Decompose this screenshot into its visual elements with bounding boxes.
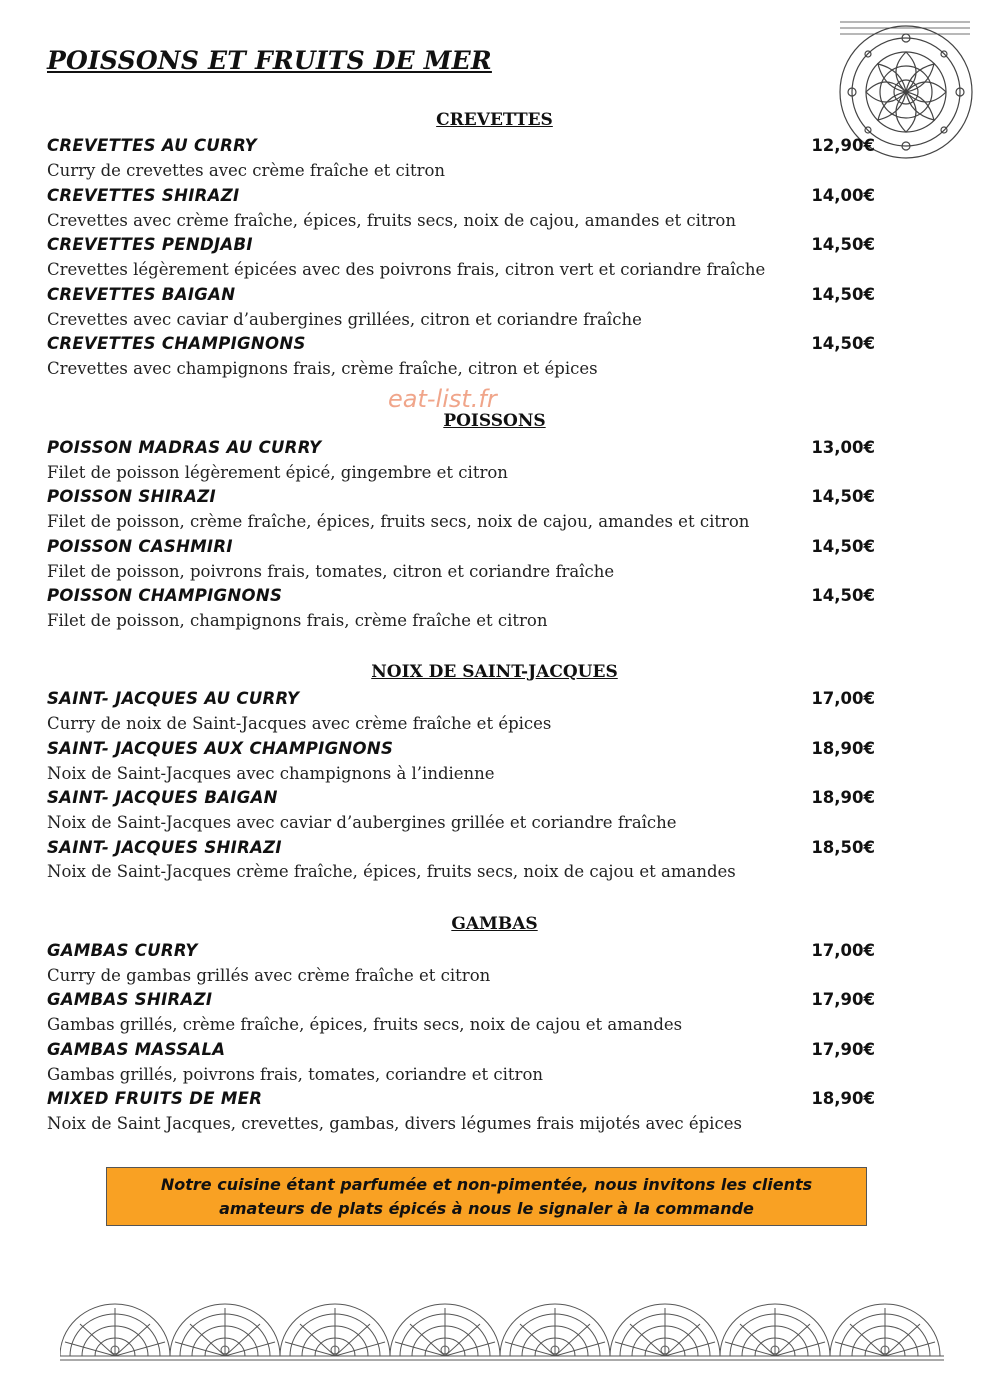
dish-name: SAINT- JACQUES AU CURRY [47,689,300,708]
dish-description: Curry de gambas grillés avec crème fraîche et citron [47,966,491,985]
dish-name: SAINT- JACQUES SHIRAZI [47,838,282,857]
dish-name: GAMBAS SHIRAZI [47,990,213,1009]
dish-price: 17,90€ [811,990,875,1009]
dish-price: 12,90€ [811,136,875,155]
dish-price: 14,50€ [811,285,875,304]
dish-description: Curry de crevettes avec crème fraîche et citron [47,161,446,180]
dish-price: 18,90€ [811,739,875,758]
dish-name: CREVETTES AU CURRY [47,136,257,155]
dish-price: 14,50€ [811,235,875,254]
dish-description: Crevettes avec champignons frais, crème fraîche, citron et épices [47,359,598,378]
spice-notice-box [106,1167,867,1226]
dish-price: 14,50€ [811,537,875,556]
dish-name: POISSON CASHMIRI [47,537,233,556]
section-heading-gambas: GAMBAS [451,914,538,934]
section-heading-poissons: POISSONS [443,411,546,431]
dish-description: Filet de poisson, crème fraîche, épices, fruits secs, noix de cajou, amandes et citron [47,512,750,531]
dish-name: GAMBAS MASSALA [47,1040,226,1059]
dish-description: Noix de Saint-Jacques crème fraîche, épices, fruits secs, noix de cajou et amandes [47,862,736,881]
section-heading-saint-jacques: NOIX DE SAINT-JACQUES [371,662,618,682]
dish-name: MIXED FRUITS DE MER [47,1089,263,1108]
dish-price: 14,50€ [811,334,875,353]
watermark: eat-list.fr [388,385,497,413]
dish-description: Noix de Saint-Jacques avec champignons à l’indienne [47,764,495,783]
dish-description: Filet de poisson, champignons frais, crème fraîche et citron [47,611,548,630]
dish-price: 13,00€ [811,438,875,457]
dish-name: CREVETTES CHAMPIGNONS [47,334,306,353]
dish-name: POISSON SHIRAZI [47,487,216,506]
dish-description: Noix de Saint Jacques, crevettes, gambas, divers légumes frais mijotés avec épices [47,1114,742,1133]
dish-name: POISSON MADRAS AU CURRY [47,438,322,457]
dish-description: Noix de Saint-Jacques avec caviar d’aubergines grillée et coriandre fraîche [47,813,677,832]
dish-price: 17,00€ [811,689,875,708]
dish-price: 14,50€ [811,586,875,605]
page-title: POISSONS ET FRUITS DE MER [47,46,492,75]
dish-price: 14,50€ [811,487,875,506]
dish-price: 14,00€ [811,186,875,205]
dish-name: SAINT- JACQUES AUX CHAMPIGNONS [47,739,394,758]
dish-price: 18,90€ [811,1089,875,1108]
dish-description: Crevettes avec caviar d’aubergines grillées, citron et coriandre fraîche [47,310,642,329]
dish-description: Filet de poisson légèrement épicé, gingembre et citron [47,463,508,482]
dish-name: GAMBAS CURRY [47,941,198,960]
notice-line: Notre cuisine étant parfumée et non-pimentée, nous invitons les clients [160,1174,813,1194]
dish-price: 18,50€ [811,838,875,857]
notice-line: amateurs de plats épicés à nous le signaler à la commande [219,1198,754,1218]
dish-description: Gambas grillés, crème fraîche, épices, fruits secs, noix de cajou et amandes [47,1015,683,1034]
section-heading-crevettes: CREVETTES [436,110,553,130]
dish-description: Crevettes avec crème fraîche, épices, fruits secs, noix de cajou, amandes et citron [47,211,736,230]
dish-name: SAINT- JACQUES BAIGAN [47,788,278,807]
dish-name: CREVETTES BAIGAN [47,285,236,304]
dish-name: CREVETTES PENDJABI [47,235,253,254]
dish-price: 17,90€ [811,1040,875,1059]
dish-description: Curry de noix de Saint-Jacques avec crème fraîche et épices [47,714,552,733]
dish-description: Crevettes légèrement épicées avec des poivrons frais, citron vert et coriandre fraîche [47,260,766,279]
dish-name: CREVETTES SHIRAZI [47,186,240,205]
dish-description: Filet de poisson, poivrons frais, tomates, citron et coriandre fraîche [47,562,615,581]
dish-price: 17,00€ [811,941,875,960]
dish-description: Gambas grillés, poivrons frais, tomates, coriandre et citron [47,1065,543,1084]
dish-price: 18,90€ [811,788,875,807]
dish-name: POISSON CHAMPIGNONS [47,586,283,605]
mandala-border-icon [60,1300,944,1362]
